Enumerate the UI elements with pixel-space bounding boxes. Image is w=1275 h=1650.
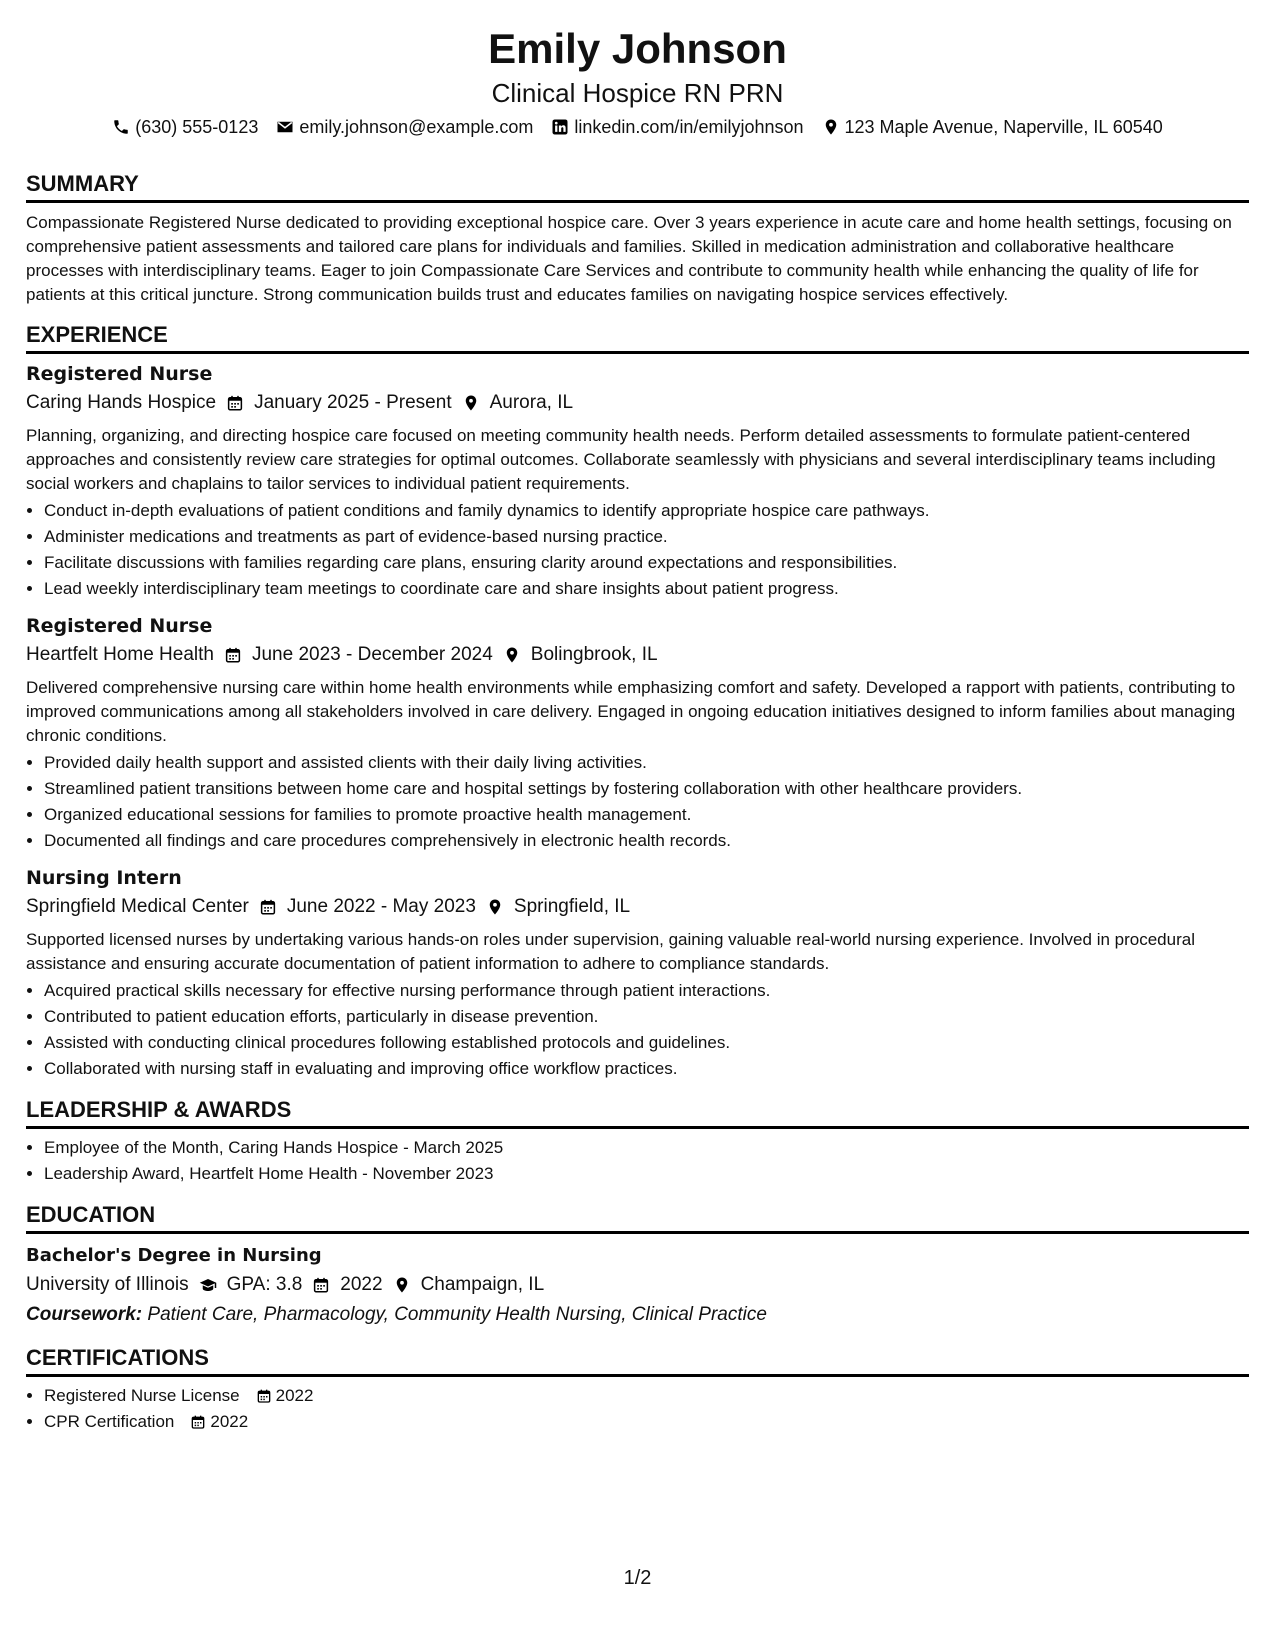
job-bullets bbox=[26, 750, 1249, 854]
section-heading-certifications: CERTIFICATIONS bbox=[26, 1344, 1249, 1377]
job-location-text: Springfield, IL bbox=[513, 896, 631, 917]
location-pin-icon bbox=[462, 394, 480, 412]
summary-section bbox=[26, 170, 1249, 307]
job-description: Planning, organizing, and directing hospice care focused on meeting community health needs. Perform detailed assessments to formulate patient-centered approaches and consistently review care strategies for optimal outcomes. Collaborate seamlessly with physicians and several interdisciplinary teams including social workers and chaplains to tailor services to individual patient requirements. bbox=[26, 426, 1216, 493]
coursework-label: Coursework: bbox=[26, 1304, 143, 1325]
job-dates-text: January 2025 - Present bbox=[254, 392, 452, 413]
job-entry bbox=[26, 360, 1249, 602]
awards-list bbox=[26, 1135, 1249, 1187]
list-item: • Organized educational sessions for families to promote proactive health management. bbox=[44, 802, 1249, 828]
contact-bar bbox=[26, 114, 1249, 140]
job-dates bbox=[259, 892, 476, 922]
job-company: Caring Hands Hospice bbox=[26, 392, 217, 413]
list-item: • Provided daily health support and assisted clients with their daily living activities. bbox=[44, 750, 1249, 776]
job-title: Registered Nurse bbox=[26, 363, 213, 385]
phone-icon bbox=[112, 118, 130, 136]
coursework bbox=[26, 1300, 1249, 1330]
certification-name: • Registered Nurse License bbox=[44, 1386, 240, 1405]
list-item: • Acquired practical skills necessary for effective nursing performance through patient interactions. bbox=[44, 978, 1249, 1004]
contact-linkedin[interactable] bbox=[551, 114, 803, 140]
job-meta bbox=[26, 640, 1249, 670]
year-text: 2022 bbox=[340, 1274, 383, 1295]
address-text: 123 Maple Avenue, Naperville, IL 60540 bbox=[844, 117, 1163, 137]
resume-page bbox=[26, 22, 1249, 1435]
list-item: • Lead weekly interdisciplinary team meetings to coordinate care and share insights about patient progress. bbox=[44, 576, 1249, 602]
job-meta bbox=[26, 388, 1249, 418]
list-item bbox=[44, 1409, 1249, 1435]
contact-email[interactable] bbox=[276, 114, 533, 140]
job-dates-text: June 2022 - May 2023 bbox=[286, 896, 476, 917]
job-entry bbox=[26, 864, 1249, 1082]
list-item: • Contributed to patient education efforts, particularly in disease prevention. bbox=[44, 1004, 1249, 1030]
location-pin-icon bbox=[486, 898, 504, 916]
calendar-icon bbox=[256, 1388, 272, 1404]
phone-text: (630) 555-0123 bbox=[135, 117, 259, 137]
mail-icon bbox=[276, 118, 294, 136]
education-gpa bbox=[199, 1270, 303, 1300]
job-meta bbox=[26, 892, 1249, 922]
job-company: Heartfelt Home Health bbox=[26, 644, 214, 665]
list-item: • Assisted with conducting clinical procedures following established protocols and guidelines. bbox=[44, 1030, 1249, 1056]
school-name: University of Illinois bbox=[26, 1274, 189, 1295]
job-title: Nursing Intern bbox=[26, 867, 182, 889]
calendar-icon bbox=[312, 1276, 330, 1294]
degree-title: Bachelor's Degree in Nursing bbox=[26, 1245, 322, 1266]
section-heading-education: EDUCATION bbox=[26, 1201, 1249, 1234]
job-bullets bbox=[26, 978, 1249, 1082]
certification-year: 2022 bbox=[210, 1412, 249, 1431]
section-heading-experience: EXPERIENCE bbox=[26, 321, 1249, 354]
job-location bbox=[462, 388, 573, 418]
list-item: • Collaborated with nursing staff in evaluating and improving office workflow practices. bbox=[44, 1056, 1249, 1082]
candidate-title: Clinical Hospice RN PRN bbox=[491, 78, 784, 108]
list-item: • Employee of the Month, Caring Hands Hospice - March 2025 bbox=[44, 1135, 1249, 1161]
job-location-text: Aurora, IL bbox=[489, 392, 574, 413]
calendar-icon bbox=[224, 646, 242, 664]
job-bullets bbox=[26, 498, 1249, 602]
list-item: • Conduct in-depth evaluations of patient conditions and family dynamics to identify appropriate hospice care pathways. bbox=[44, 498, 1249, 524]
calendar-icon bbox=[259, 898, 277, 916]
section-heading-summary: SUMMARY bbox=[26, 170, 1249, 203]
list-item: • Streamlined patient transitions between home care and hospital settings by fostering collaboration with other healthcare providers. bbox=[44, 776, 1249, 802]
job-dates bbox=[224, 640, 493, 670]
page-number: 1/2 bbox=[623, 1567, 652, 1589]
gpa-text: GPA: 3.8 bbox=[226, 1274, 303, 1295]
certification-entry bbox=[44, 1409, 1249, 1435]
education-meta bbox=[26, 1270, 1249, 1300]
certifications-list bbox=[26, 1383, 1249, 1435]
education-location-text: Champaign, IL bbox=[420, 1274, 545, 1295]
job-dates-text: June 2023 - December 2024 bbox=[251, 644, 493, 665]
certification-entry bbox=[44, 1383, 1249, 1409]
job-location bbox=[503, 640, 658, 670]
list-item: • Documented all findings and care procedures comprehensively in electronic health records. bbox=[44, 828, 1249, 854]
certification-name: • CPR Certification bbox=[44, 1412, 175, 1431]
job-dates bbox=[226, 388, 452, 418]
job-company: Springfield Medical Center bbox=[26, 896, 249, 917]
list-item bbox=[44, 1383, 1249, 1409]
candidate-name: Emily Johnson bbox=[488, 25, 787, 72]
calendar-icon bbox=[226, 394, 244, 412]
coursework-text: Patient Care, Pharmacology, Community Health Nursing, Clinical Practice bbox=[147, 1304, 767, 1325]
job-location bbox=[486, 892, 630, 922]
awards-section bbox=[26, 1096, 1249, 1187]
certifications-section bbox=[26, 1344, 1249, 1435]
list-item: • Leadership Award, Heartfelt Home Health - November 2023 bbox=[44, 1161, 1249, 1187]
location-pin-icon bbox=[503, 646, 521, 664]
contact-address bbox=[822, 114, 1163, 140]
location-pin-icon bbox=[393, 1276, 411, 1294]
linkedin-link[interactable]: linkedin.com/in/emilyjohnson bbox=[574, 117, 804, 137]
list-item: • Facilitate discussions with families regarding care plans, ensuring clarity around expectations and responsibilities. bbox=[44, 550, 1249, 576]
email-link[interactable]: emily.johnson@example.com bbox=[299, 117, 534, 137]
job-entry bbox=[26, 612, 1249, 854]
section-heading-awards: LEADERSHIP & AWARDS bbox=[26, 1096, 1249, 1129]
calendar-icon bbox=[190, 1414, 206, 1430]
location-pin-icon bbox=[822, 118, 840, 136]
education-section bbox=[26, 1201, 1249, 1330]
experience-section bbox=[26, 321, 1249, 1082]
education-year bbox=[312, 1270, 382, 1300]
summary-text: Compassionate Registered Nurse dedicated to providing exceptional hospice care. Over 3 years experience in acute care and home health settings, focusing on comprehensive patient assessments and tailored care plans for individuals and families. Skilled in medication administration and collaborative healthcare processes with interdisciplinary teams. Eager to join Compassionate Care Services and contribute to community health while enhancing the quality of life for patients at this critical juncture. Strong communication builds trust and educates families on navigating hospice services effectively. bbox=[26, 213, 1232, 304]
graduation-cap-icon bbox=[199, 1276, 217, 1294]
education-location bbox=[393, 1270, 545, 1300]
job-description: Supported licensed nurses by undertaking various hands-on roles under supervision, gaining valuable real-world nursing experience. Involved in procedural assistance and ensuring accurate documentation of patient information to adhere to compliance standards. bbox=[26, 930, 1195, 973]
contact-phone bbox=[112, 114, 258, 140]
linkedin-icon bbox=[551, 118, 569, 136]
job-location-text: Bolingbrook, IL bbox=[530, 644, 658, 665]
job-description: Delivered comprehensive nursing care within home health environments while emphasizing comfort and safety. Developed a rapport with patients, contributing to improved communications among all stakeholders involved in care delivery. Engaged in ongoing education initiatives designed to inform families about managing chronic conditions. bbox=[26, 678, 1236, 745]
certification-year: 2022 bbox=[275, 1386, 314, 1405]
job-title: Registered Nurse bbox=[26, 615, 213, 637]
list-item: • Administer medications and treatments as part of evidence-based nursing practice. bbox=[44, 524, 1249, 550]
